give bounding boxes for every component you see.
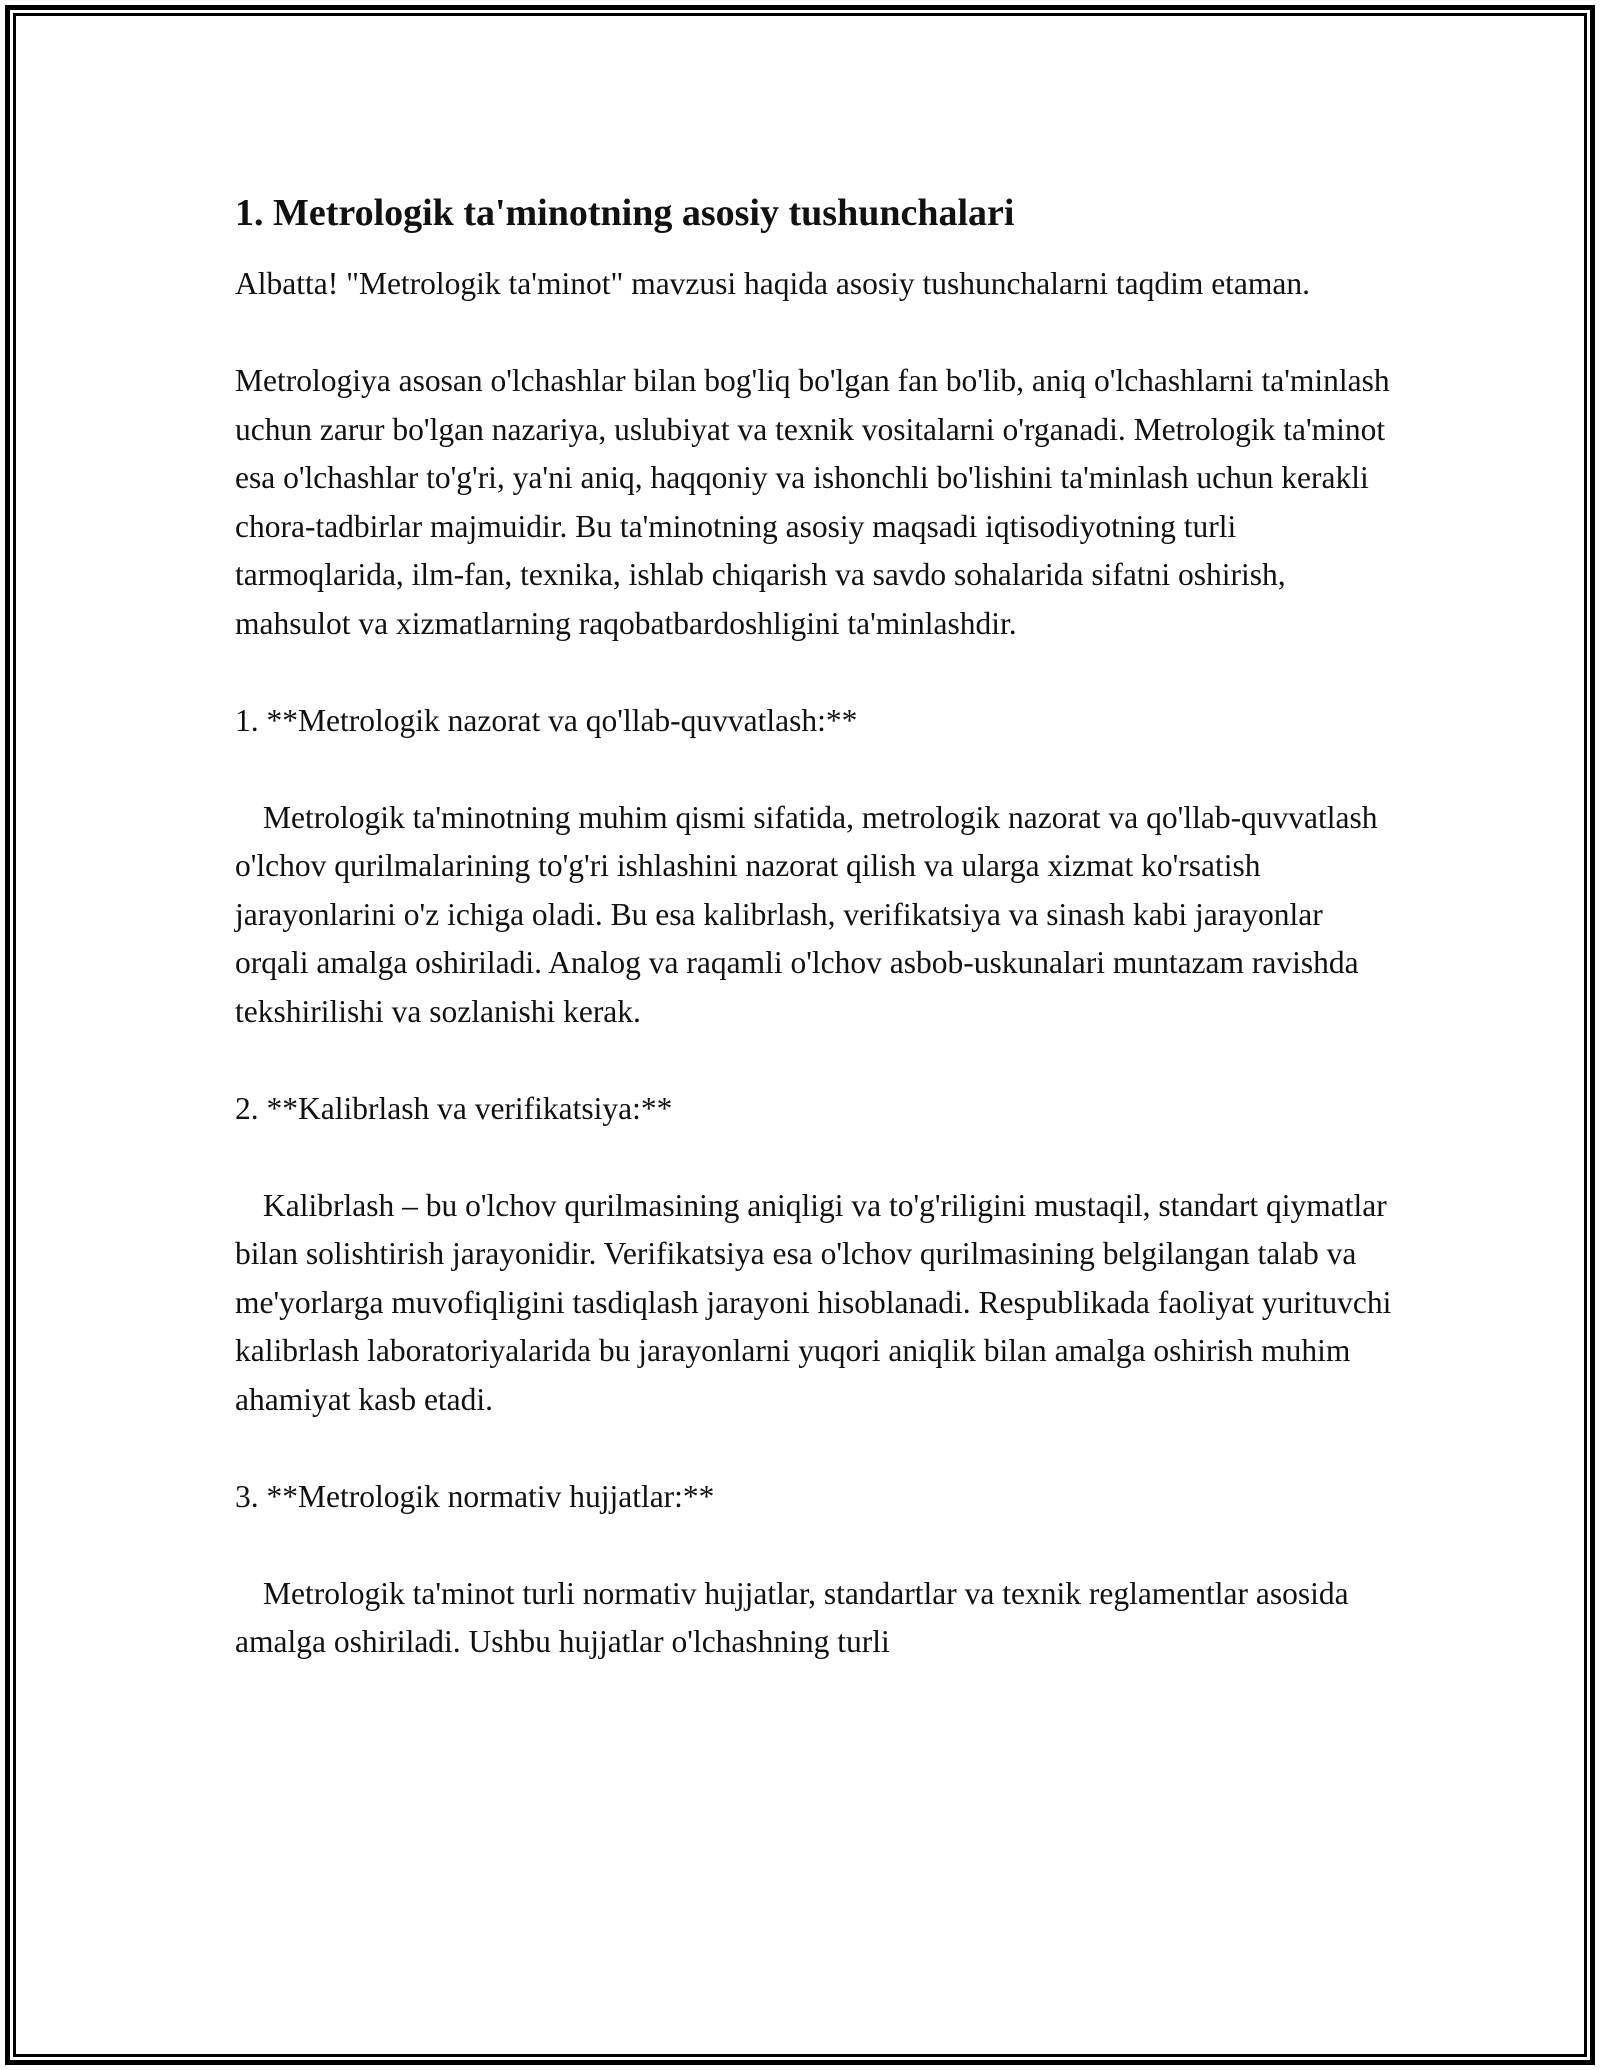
section-heading-2: 2. **Kalibrlash va verifikatsiya:** [235,1090,673,1126]
paragraph-metrology-definition: Metrologiya asosan o'lchashlar bilan bog'liq bo'lgan fan bo'lib, aniq o'lchashlarni ta'minlash uchun zarur bo'lgan nazariya, uslubiyat va texnik vositalarni o'rganadi. Metrologik ta'minot esa o'lchashlar to'g'ri, ya'ni aniq, haqqoniy va ishonchli bo'lishini ta'minlash uchun kerakli chora-tadbirlar majmuidir. Bu ta'minotning asosiy maqsadi iqtisodiyotning turli tarmoqlarida, ilm-fan, texnika, ishlab chiqarish va savdo sohalarida sifatni oshirish, mahsulot va xizmatlarning raqobatbardoshligini ta'minlashdir. [235,363,1398,641]
section-heading-3: 3. **Metrologik normativ hujjatlar:** [235,1478,715,1514]
section-body-2: Kalibrlash – bu o'lchov qurilmasining aniqligi va to'g'riligini mustaqil, standart qiymatlar bilan solishtirish jarayonidir. Verifikatsiya esa o'lchov qurilmasining belgilangan talab va me'yorlarga muvofiqligini tasdiqlash jarayoni hisoblanadi. Respublikada faoliyat yurituvchi kalibrlash laboratoriyalarida bu jarayonlarni yuqori aniqlik bilan amalga oshirish muhim ahamiyat kasb etadi. [235,1187,1400,1417]
intro-paragraph: Albatta! "Metrologik ta'minot" mavzusi haqida asosiy tushunchalarni taqdim etaman. [235,266,1311,301]
section-body-1: Metrologik ta'minotning muhim qismi sifatida, metrologik nazorat va qo'llab-quvvatlash o'lchov qurilmalarining to'g'ri ishlashini nazorat qilish va ularga xizmat ko'rsatish jarayonlarini o'z ichiga oladi. Bu esa kalibrlash, verifikatsiya va sinash kabi jarayonlar orqali amalga oshiriladi. Analog va raqamli o'lchov asbob-uskunalari muntazam ravishda tekshirilishi va sozlanishi kerak. [235,799,1386,1029]
section-body-3: Metrologik ta'minot turli normativ hujjatlar, standartlar va texnik reglamentlar asosida amalga oshiriladi. Ushbu hujjatlar o'lchashning turli [235,1575,1357,1659]
section-heading-1: 1. **Metrologik nazorat va qo'llab-quvvatlash:** [235,702,858,738]
document-body [235,186,1400,1715]
document-title: 1. Metrologik ta'minotning asosiy tushunchalari [235,192,1015,234]
